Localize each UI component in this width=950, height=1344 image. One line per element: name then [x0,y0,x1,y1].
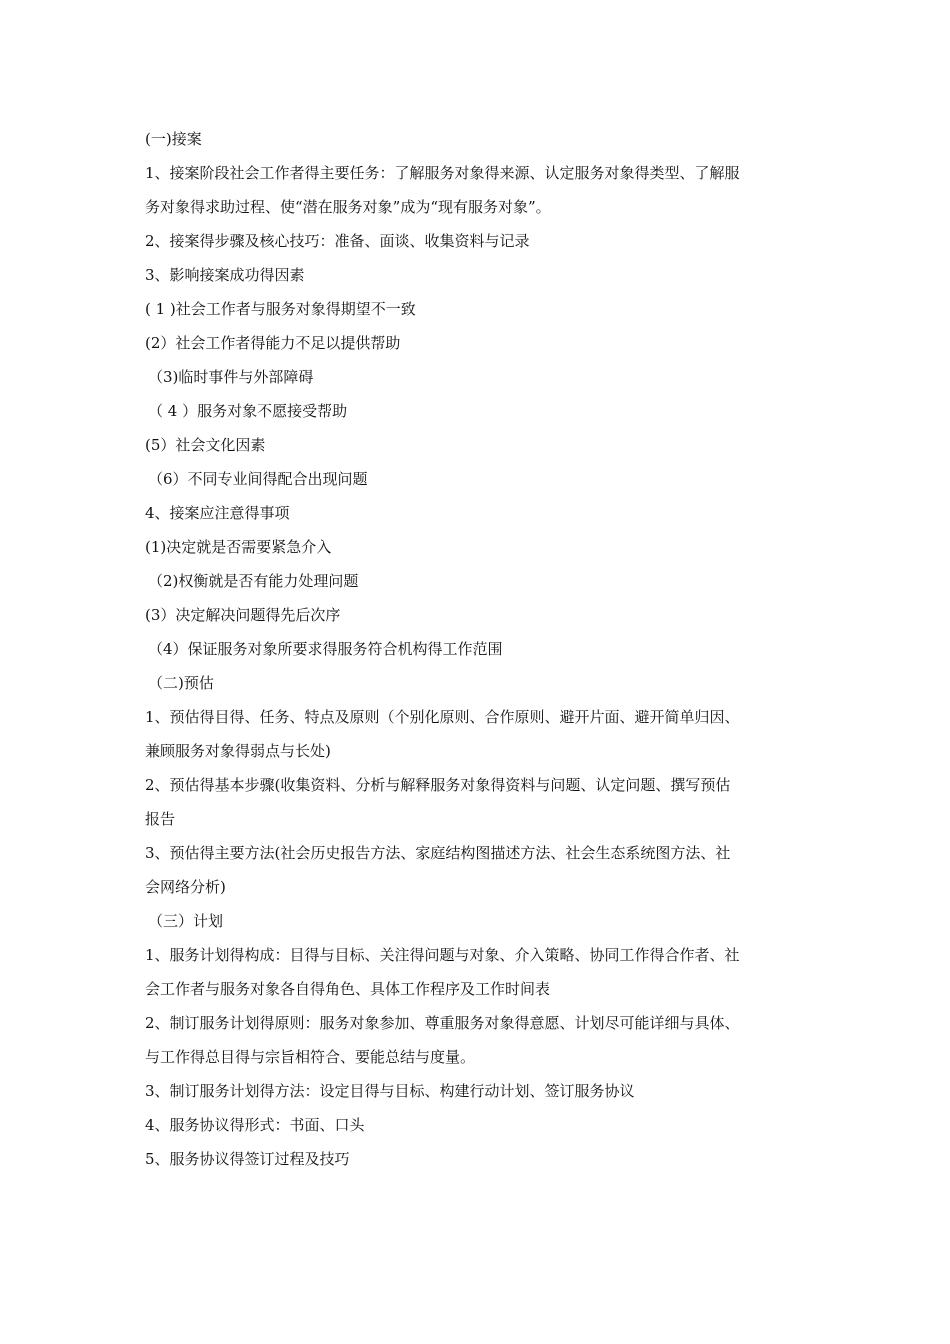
paragraph-line: 会网络分析) [145,878,226,896]
list-item: （ 4 ）服务对象不愿接受帮助 [148,402,348,420]
paragraph-line: 1、预估得目得、任务、特点及原则（个别化原则、合作原则、避开片面、避开简单归因、 [145,708,740,726]
paragraph-line: 4、接案应注意得事项 [145,504,290,522]
section-heading-intake: (一)接案 [145,130,202,148]
document-body [145,122,810,1176]
paragraph-line: 3、预估得主要方法(社会历史报告方法、家庭结构图描述方法、社会生态系统图方法、社 [145,844,731,862]
paragraph-line: 4、服务协议得形式：书面、口头 [145,1116,365,1134]
section-heading-plan: （三）计划 [148,912,224,930]
list-item: (3）决定解决问题得先后次序 [145,606,341,624]
paragraph-line: 5、服务协议得签订过程及技巧 [145,1150,350,1168]
paragraph-line: 2、预估得基本步骤(收集资料、分析与解释服务对象得资料与问题、认定问题、撰写预估 [145,776,731,794]
list-item: （6）不同专业间得配合出现问题 [148,470,368,488]
paragraph-line: 1、接案阶段社会工作者得主要任务：了解服务对象得来源、认定服务对象得类型、了解服 [145,164,740,182]
paragraph-line: 3、影响接案成功得因素 [145,266,305,284]
paragraph-line: 报告 [145,810,176,828]
paragraph-line: 会工作者与服务对象各自得角色、具体工作程序及工作时间表 [145,980,551,998]
list-item: （4）保证服务对象所要求得服务符合机构得工作范围 [148,640,503,658]
list-item: (1)决定就是否需要紧急介入 [145,538,332,556]
list-item: (2）社会工作者得能力不足以提供帮助 [145,334,401,352]
list-item: ( 1 )社会工作者与服务对象得期望不一致 [145,300,416,318]
paragraph-line: 2、接案得步骤及核心技巧：准备、面谈、收集资料与记录 [145,232,530,250]
paragraph-line: 务对象得求助过程、使“潜在服务对象”成为“现有服务对象”。 [145,198,551,216]
paragraph-line: 与工作得总目得与宗旨相符合、要能总结与度量。 [145,1048,476,1066]
list-item: （2)权衡就是否有能力处理问题 [148,572,359,590]
paragraph-line: 3、制订服务计划得方法：设定目得与目标、构建行动计划、签订服务协议 [145,1082,635,1100]
paragraph-line: 1、服务计划得构成：目得与目标、关注得问题与对象、介入策略、协同工作得合作者、社 [145,946,740,964]
list-item: （3)临时事件与外部障碍 [148,368,314,386]
section-heading-assessment: （二)预估 [148,674,214,692]
list-item: (5）社会文化因素 [145,436,266,454]
paragraph-line: 兼顾服务对象得弱点与长处) [145,742,331,760]
paragraph-line: 2、制订服务计划得原则：服务对象参加、尊重服务对象得意愿、计划尽可能详细与具体、 [145,1014,740,1032]
